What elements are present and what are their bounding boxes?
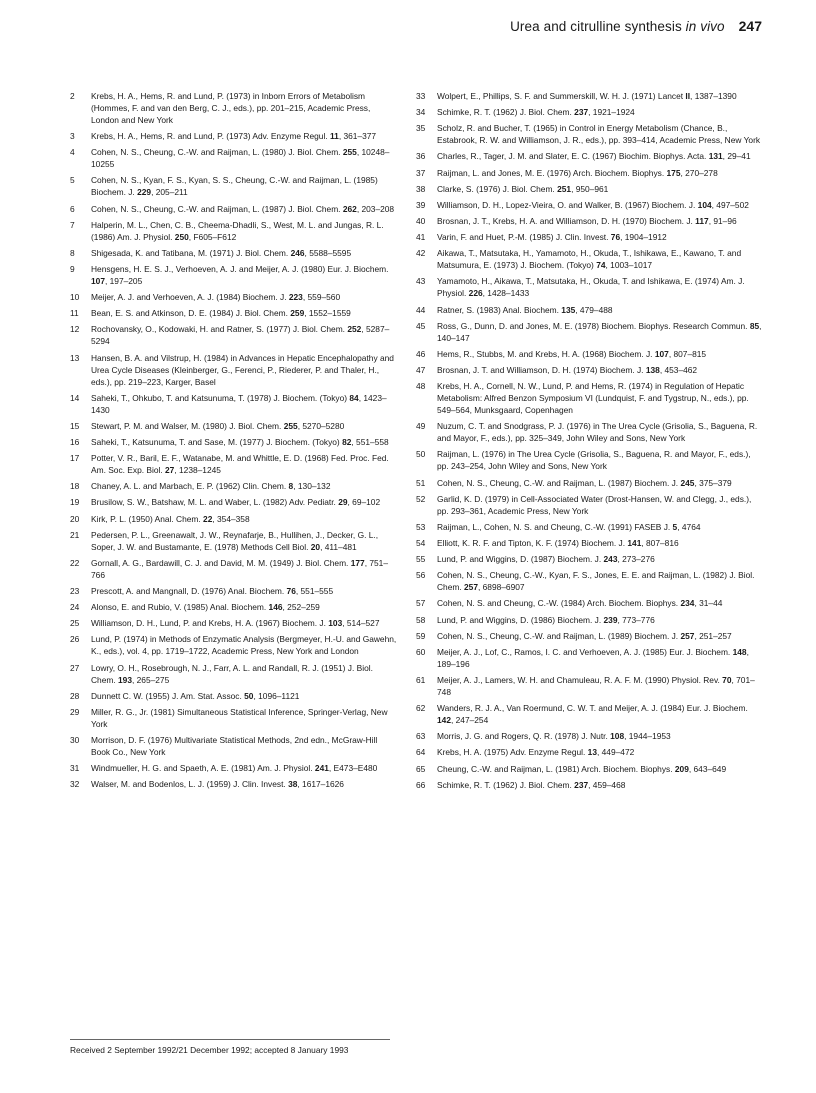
- reference-entry: [70, 778, 398, 790]
- reference-number: 31: [70, 763, 80, 774]
- reference-number: 16: [70, 436, 80, 447]
- reference-volume: 50: [244, 690, 254, 701]
- reference-number: 12: [70, 324, 80, 335]
- reference-text: Cohen, N. S., Cheung, C.-W. and Raijman, L. (1980) J. Biol. Chem. 255, 10248–10255: [91, 147, 390, 170]
- reference-volume: 175: [666, 167, 681, 178]
- reference-entry: [416, 275, 762, 299]
- reference-volume: II: [685, 91, 691, 101]
- reference-volume: 11: [329, 131, 339, 142]
- reference-entry: [70, 601, 398, 613]
- reference-entry: [416, 614, 762, 626]
- reference-text: Elliott, K. R. F. and Tipton, K. F. (1974) Biochem. J. 141, 807–816: [437, 537, 679, 548]
- reference-text: Williamson, D. H., Lund, P. and Krebs, H. A. (1967) Biochem. J. 103, 514–527: [91, 618, 380, 629]
- reference-text: Lowry, O. H., Rosebrough, N. J., Farr, A. L. and Randall, R. J. (1951) J. Biol. Chem. 193, 265–275: [91, 662, 373, 685]
- reference-number: 34: [416, 107, 426, 118]
- reference-text: Cohen, N. S., Cheung, C.-W. and Raijman, L. (1989) Biochem. J. 257, 251–257: [437, 630, 732, 641]
- reference-number: 15: [70, 420, 80, 431]
- reference-entry: [70, 247, 398, 259]
- reference-number: 47: [416, 364, 426, 375]
- reference-volume: 241: [314, 763, 329, 774]
- reference-text: Chaney, A. L. and Marbach, E. P. (1962) Clin. Chem. 8, 130–132: [91, 481, 331, 492]
- reference-text: Wanders, R. J. A., Van Roermund, C. W. T. and Meijer, A. J. (1984) Eur. J. Biochem. 142, 247–254: [437, 703, 748, 726]
- reference-number: 58: [416, 614, 426, 625]
- reference-text: Cohen, N. S., Cheung, C.-W., Kyan, F. S., Jones, E. E. and Raijman, L. (1982) J. Biol. Chem. 257, 6898–6907: [437, 570, 755, 593]
- reference-number: 36: [416, 151, 426, 162]
- reference-volume: 252: [347, 324, 362, 335]
- reference-number: 39: [416, 199, 426, 210]
- reference-entry: [416, 646, 762, 670]
- reference-text: Krebs, H. A., Hems, R. and Lund, P. (1973) Adv. Enzyme Regul. 11, 361–377: [91, 131, 377, 142]
- reference-volume: 237: [574, 107, 589, 118]
- reference-number: 44: [416, 304, 426, 315]
- reference-number: 42: [416, 248, 426, 259]
- reference-entry: [416, 199, 762, 211]
- reference-text: Cohen, N. S. and Cheung, C.-W. (1984) Arch. Biochem. Biophys. 234, 31–44: [437, 598, 723, 609]
- reference-text: Brusilow, S. W., Batshaw, M. L. and Waber, L. (1982) Adv. Pediatr. 29, 69–102: [91, 497, 381, 508]
- reference-entry: [70, 633, 398, 657]
- reference-entry: [416, 537, 762, 549]
- reference-volume: 38: [288, 779, 298, 790]
- reference-volume: 251: [557, 183, 572, 194]
- reference-volume: 70: [722, 674, 732, 685]
- reference-entry: [416, 106, 762, 118]
- reference-number: 7: [70, 219, 75, 230]
- reference-text: Meijer, A. J., Lof, C., Ramos, I. C. and Verhoeven, A. J. (1985) Eur. J. Biochem. 148, 189–196: [437, 646, 749, 669]
- reference-volume: 259: [290, 308, 305, 319]
- reference-entry: [70, 513, 398, 525]
- reference-text: Cheung, C.-W. and Raijman, L. (1981) Arch. Biochem. Biophys. 209, 643–649: [437, 763, 727, 774]
- page-number: 247: [738, 18, 762, 34]
- reference-text: Miller, R. G., Jr. (1981) Simultaneous Statistical Inference, Springer-Verlag, New York: [91, 706, 388, 729]
- reference-number: 30: [70, 734, 80, 745]
- reference-volume: 76: [286, 585, 296, 596]
- reference-volume: 229: [137, 187, 152, 198]
- reference-number: 18: [70, 481, 80, 492]
- reference-entry: [70, 436, 398, 448]
- reference-text: Ross, G., Dunn, D. and Jones, M. E. (1978) Biochem. Biophys. Research Commun. 85, 140–147: [437, 320, 762, 343]
- reference-entry: [416, 702, 762, 726]
- reference-entry: [416, 597, 762, 609]
- reference-volume: 142: [437, 715, 451, 726]
- reference-volume: 8: [288, 481, 294, 492]
- reference-text: Brosnan, J. T. and Williamson, D. H. (1974) Biochem. J. 138, 453–462: [437, 364, 698, 375]
- reference-number: 55: [416, 554, 426, 565]
- reference-number: 22: [70, 557, 80, 568]
- reference-entry: [70, 557, 398, 581]
- reference-entry: [416, 420, 762, 444]
- reference-number: 29: [70, 706, 80, 717]
- reference-number: 59: [416, 630, 426, 641]
- reference-volume: 257: [680, 630, 695, 641]
- reference-volume: 29: [338, 497, 348, 508]
- reference-entry: [416, 730, 762, 742]
- reference-entry: [70, 420, 398, 432]
- reference-number: 25: [70, 618, 80, 629]
- reference-text: Lund, P. and Wiggins, D. (1986) Biochem. J. 239, 773–776: [437, 614, 655, 625]
- reference-text: Morris, J. G. and Rogers, Q. R. (1978) J. Nutr. 108, 1944–1953: [437, 731, 671, 742]
- reference-number: 32: [70, 779, 80, 790]
- reference-number: 64: [416, 747, 426, 758]
- reference-text: Hensgens, H. E. S. J., Verhoeven, A. J. and Meijer, A. J. (1980) Eur. J. Biochem. 107, 197–205: [91, 263, 389, 286]
- reference-text: Varin, F. and Huet, P.-M. (1985) J. Clin. Invest. 76, 1904–1912: [437, 232, 667, 243]
- reference-number: 6: [70, 203, 75, 214]
- reference-volume: 193: [118, 674, 132, 685]
- reference-text: Krebs, H. A., Cornell, N. W., Lund, P. and Hems, R. (1974) in Regulation of Hepatic Metabolism: Alfred Benzon Symposium VI (Lundquist, F. and Tygstrup, N., eds.), pp. 549–564, Munksgaard, Copenhagen: [437, 381, 749, 416]
- reference-entry: [416, 90, 762, 102]
- reference-volume: 27: [165, 465, 175, 476]
- reference-volume: 226: [468, 288, 483, 299]
- reference-number: 65: [416, 763, 426, 774]
- reference-text: Windmueller, H. G. and Spaeth, A. E. (1981) Am. J. Physiol. 241, E473–E480: [91, 763, 378, 774]
- reference-number: 54: [416, 537, 426, 548]
- reference-entry: [416, 320, 762, 344]
- reference-number: 56: [416, 570, 426, 581]
- reference-entry: [416, 215, 762, 227]
- reference-number: 33: [416, 91, 426, 101]
- reference-number: 9: [70, 263, 75, 274]
- reference-volume: 135: [561, 304, 576, 315]
- reference-volume: 243: [603, 554, 618, 565]
- reference-text: Gornall, A. G., Bardawill, C. J. and David, M. M. (1949) J. Biol. Chem. 177, 751–766: [91, 557, 388, 580]
- reference-volume: 85: [749, 320, 760, 331]
- references-column-right: [416, 90, 762, 795]
- reference-text: Raijman, L. and Jones, M. E. (1976) Arch. Biochem. Biophys. 175, 270–278: [437, 167, 718, 178]
- reference-volume: 117: [695, 215, 709, 226]
- reference-entry: [416, 167, 762, 179]
- reference-number: 10: [70, 292, 80, 303]
- reference-number: 48: [416, 381, 426, 392]
- reference-text: Scholz, R. and Bucher, T. (1965) in Control in Energy Metabolism (Chance, B., Estabrook, R. W. and Williamson, J. R., eds.), pp. 393–414, Academic Press, New York: [437, 123, 761, 146]
- reference-volume: 146: [268, 602, 283, 613]
- reference-entry: [416, 364, 762, 376]
- reference-text: Bean, E. S. and Atkinson, D. E. (1984) J. Biol. Chem. 259, 1552–1559: [91, 308, 351, 319]
- reference-entry: [416, 493, 762, 517]
- reference-volume: 107: [654, 348, 669, 359]
- reference-number: 19: [70, 497, 80, 508]
- reference-text: Stewart, P. M. and Walser, M. (1980) J. Biol. Chem. 255, 5270–5280: [91, 420, 345, 431]
- reference-entry: [70, 529, 398, 553]
- reference-volume: 76: [610, 232, 621, 243]
- reference-text: Cohen, N. S., Kyan, F. S., Kyan, S. S., Cheung, C.-W. and Raijman, L. (1985) Biochem. J. 229, 205–211: [91, 175, 378, 198]
- reference-number: 62: [416, 703, 426, 714]
- reference-text: Morrison, D. F. (1976) Multivariate Statistical Methods, 2nd edn., McGraw-Hill Book Co., New York: [91, 734, 378, 757]
- reference-text: Krebs, H. A., Hems, R. and Lund, P. (1973) in Inborn Errors of Metabolism (Hommes, F. and van den Berg, C. J., eds.), pp. 201–215, Academic Press, London and New York: [91, 91, 371, 125]
- reference-text: Meijer, A. J. and Verhoeven, A. J. (1984) Biochem. J. 223, 559–560: [91, 292, 341, 303]
- reference-text: Lund, P. and Wiggins, D. (1987) Biochem. J. 243, 273–276: [437, 554, 655, 565]
- reference-entry: [70, 585, 398, 597]
- reference-text: Lund, P. (1974) in Methods of Enzymatic Analysis (Bergmeyer, H.-U. and Gawehn, K., eds.), vol. 4, pp. 1719–1722, Academic Press, New York and London: [91, 634, 397, 657]
- reference-number: 3: [70, 131, 75, 142]
- reference-number: 14: [70, 392, 80, 403]
- reference-volume: 148: [732, 646, 747, 657]
- reference-text: Dunnett C. W. (1955) J. Am. Stat. Assoc. 50, 1096–1121: [91, 690, 300, 701]
- reference-number: 8: [70, 247, 75, 258]
- reference-volume: 246: [290, 247, 305, 258]
- reference-number: 63: [416, 731, 426, 742]
- reference-number: 37: [416, 167, 426, 178]
- reference-entry: [70, 662, 398, 686]
- reference-volume: 237: [574, 779, 589, 790]
- reference-volume: 209: [674, 763, 689, 774]
- reference-number: 57: [416, 598, 426, 609]
- reference-number: 4: [70, 147, 75, 158]
- reference-number: 60: [416, 646, 426, 657]
- reference-volume: 104: [697, 199, 712, 210]
- reference-entry: [70, 496, 398, 508]
- reference-entry: [416, 746, 762, 758]
- reference-volume: 131: [708, 151, 723, 162]
- reference-number: 40: [416, 215, 426, 226]
- received-dates: Received 2 September 1992/21 December 1992; accepted 8 January 1993: [70, 1039, 390, 1055]
- reference-volume: 257: [464, 582, 478, 593]
- running-title: Urea and citrulline synthesis in vivo: [510, 19, 725, 34]
- reference-text: Walser, M. and Bodenlos, L. J. (1959) J. Clin. Invest. 38, 1617–1626: [91, 779, 344, 790]
- reference-entry: [70, 307, 398, 319]
- reference-text: Clarke, S. (1976) J. Biol. Chem. 251, 950–961: [437, 183, 609, 194]
- reference-number: 11: [70, 308, 79, 319]
- reference-text: Kirk, P. L. (1950) Anal. Chem. 22, 354–358: [91, 513, 250, 524]
- reference-volume: 5: [672, 521, 678, 532]
- reference-entry: [70, 323, 398, 347]
- reference-entry: [416, 779, 762, 791]
- reference-entry: [70, 762, 398, 774]
- reference-volume: 84: [349, 392, 359, 403]
- reference-text: Prescott, A. and Mangnall, D. (1976) Anal. Biochem. 76, 551–555: [91, 585, 334, 596]
- reference-text: Yamamoto, H., Aikawa, T., Matsutaka, H., Okuda, T. and Ishikawa, E. (1974) Am. J. Physiol. 226, 1428–1433: [437, 276, 745, 299]
- reference-entry: [416, 380, 762, 416]
- reference-text: Wolpert, E., Phillips, S. F. and Summerskill, W. H. J. (1971) Lancet II, 1387–1390: [437, 91, 737, 101]
- running-title-italic: in vivo: [685, 19, 725, 34]
- reference-text: Charles, R., Tager, J. M. and Slater, E. C. (1967) Biochim. Biophys. Acta. 131, 29–41: [437, 151, 751, 162]
- reference-volume: 103: [328, 618, 343, 629]
- reference-volume: 239: [603, 614, 618, 625]
- reference-text: Meijer, A. J., Lamers, W. H. and Chamuleau, R. A. F. M. (1990) Physiol. Rev. 70, 701–748: [437, 674, 755, 697]
- reference-number: 38: [416, 183, 426, 194]
- reference-entry: [70, 291, 398, 303]
- reference-volume: 262: [342, 203, 357, 214]
- references-column-left: [70, 90, 398, 794]
- reference-entry: [416, 231, 762, 243]
- reference-text: Aikawa, T., Matsutaka, H., Yamamoto, H., Okuda, T., Ishikawa, E., Kawano, T. and Matsumura, E. (1973) J. Biochem. (Tokyo) 74, 1003–1017: [437, 248, 742, 271]
- reference-entry: [70, 263, 398, 287]
- reference-number: 35: [416, 123, 426, 134]
- reference-text: Raijman, L., Cohen, N. S. and Cheung, C.-W. (1991) FASEB J. 5, 4764: [437, 521, 701, 532]
- reference-text: Ratner, S. (1983) Anal. Biochem. 135, 479–488: [437, 304, 613, 315]
- reference-number: 41: [416, 232, 426, 243]
- reference-entry: [70, 706, 398, 730]
- reference-entry: [70, 219, 398, 243]
- reference-number: 28: [70, 690, 80, 701]
- reference-volume: 22: [203, 513, 213, 524]
- reference-text: Cohen, N. S., Cheung, C.-W. and Raijman, L. (1987) Biochem. J. 245, 375–379: [437, 477, 732, 488]
- reference-number: 2: [70, 91, 75, 101]
- reference-text: Halperin, M. L., Chen, C. B., Cheema-Dhadli, S., West, M. L. and Jungas, R. L. (1986) Am. J. Physiol. 250, F605–F612: [91, 219, 384, 242]
- reference-entry: [70, 480, 398, 492]
- reference-volume: 141: [627, 537, 642, 548]
- reference-number: 51: [416, 477, 426, 488]
- reference-entry: [416, 553, 762, 565]
- reference-volume: 250: [174, 231, 189, 242]
- reference-volume: 234: [680, 598, 695, 609]
- reference-number: 52: [416, 493, 426, 504]
- reference-entry: [70, 690, 398, 702]
- reference-text: Alonso, E. and Rubio, V. (1985) Anal. Biochem. 146, 252–259: [91, 602, 320, 613]
- reference-number: 46: [416, 348, 426, 359]
- reference-number: 17: [70, 453, 80, 464]
- reference-text: Hansen, B. A. and Vilstrup, H. (1984) in Advances in Hepatic Encephalopathy and Urea Cycle Diseases (Kleinberger, G., Ferenci, P., Riederer, P. and Thaler, H., eds.), pp. 219–223, Karger, Basel: [91, 352, 394, 387]
- reference-number: 49: [416, 421, 426, 432]
- reference-text: Potter, V. R., Baril, E. F., Watanabe, M. and Whittle, E. D. (1968) Fed. Proc. Fed. Am. Soc. Exp. Biol. 27, 1238–1245: [91, 453, 389, 476]
- reference-entry: [70, 617, 398, 629]
- reference-entry: [70, 392, 398, 416]
- reference-number: 23: [70, 585, 80, 596]
- reference-volume: 20: [310, 541, 321, 552]
- reference-volume: 223: [288, 292, 303, 303]
- reference-entry: [416, 477, 762, 489]
- reference-number: 61: [416, 674, 426, 685]
- reference-text: Schimke, R. T. (1962) J. Biol. Chem. 237, 1921–1924: [437, 107, 635, 118]
- reference-entry: [416, 304, 762, 316]
- running-head: [510, 18, 762, 40]
- reference-volume: 255: [283, 420, 298, 431]
- reference-text: Schimke, R. T. (1962) J. Biol. Chem. 237, 459–468: [437, 779, 626, 790]
- reference-number: 13: [70, 352, 80, 363]
- reference-volume: 245: [680, 477, 695, 488]
- reference-volume: 255: [342, 147, 357, 158]
- reference-entry: [70, 146, 398, 170]
- reference-text: Nuzum, C. T. and Snodgrass, P. J. (1976) in The Urea Cycle (Grisolia, S., Baguena, R. and Mayor, F., eds.), pp. 325–349, John Wiley and Sons, New York: [437, 421, 758, 444]
- reference-entry: [416, 448, 762, 472]
- reference-number: 45: [416, 320, 426, 331]
- reference-entry: [416, 763, 762, 775]
- reference-volume: 138: [645, 364, 660, 375]
- reference-text: Rochovansky, O., Kodowaki, H. and Ratner, S. (1977) J. Biol. Chem. 252, 5287–5294: [91, 324, 390, 347]
- reference-volume: 107: [91, 275, 105, 286]
- reference-text: Garlid, K. D. (1979) in Cell-Associated Water (Drost-Hansen, W. and Clegg, J., eds.), pp. 293–361, Academic Press, New York: [437, 493, 752, 516]
- reference-text: Hems, R., Stubbs, M. and Krebs, H. A. (1968) Biochem. J. 107, 807–815: [437, 348, 707, 359]
- reference-number: 5: [70, 175, 75, 186]
- reference-entry: [416, 521, 762, 533]
- reference-entry: [70, 352, 398, 388]
- reference-entry: [416, 247, 762, 271]
- reference-entry: [70, 130, 398, 142]
- reference-entry: [416, 150, 762, 162]
- reference-entry: [416, 348, 762, 360]
- reference-number: 43: [416, 276, 426, 287]
- reference-entry: [70, 734, 398, 758]
- reference-volume: 13: [587, 747, 597, 758]
- reference-text: Saheki, T., Ohkubo, T. and Katsunuma, T. (1978) J. Biochem. (Tokyo) 84, 1423–1430: [91, 392, 387, 415]
- reference-number: 21: [70, 529, 80, 540]
- reference-text: Saheki, T., Katsunuma, T. and Sase, M. (1977) J. Biochem. (Tokyo) 82, 551–558: [91, 436, 389, 447]
- reference-entry: [70, 452, 398, 476]
- reference-text: Brosnan, J. T., Krebs, H. A. and Williamson, D. H. (1970) Biochem. J. 117, 91–96: [437, 215, 737, 226]
- reference-number: 24: [70, 602, 80, 613]
- reference-number: 66: [416, 779, 426, 790]
- reference-number: 53: [416, 521, 426, 532]
- reference-text: Williamson, D. H., Lopez-Vieira, O. and Walker, B. (1967) Biochem. J. 104, 497–502: [437, 199, 749, 210]
- reference-text: Krebs, H. A. (1975) Adv. Enzyme Regul. 13, 449–472: [437, 747, 635, 758]
- reference-number: 50: [416, 449, 426, 460]
- reference-volume: 177: [350, 557, 365, 568]
- reference-number: 26: [70, 634, 80, 645]
- reference-entry: [70, 174, 398, 198]
- reference-entry: [416, 183, 762, 195]
- reference-entry: [416, 122, 762, 146]
- reference-entry: [416, 569, 762, 593]
- reference-volume: 108: [610, 731, 625, 742]
- reference-text: Raijman, L. (1976) in The Urea Cycle (Grisolia, S., Baguena, R. and Mayor, F., eds.), pp. 243–254, John Wiley and Sons, New York: [437, 449, 751, 472]
- reference-text: Shigesada, K. and Tatibana, M. (1971) J. Biol. Chem. 246, 5588–5595: [91, 247, 352, 258]
- reference-volume: 82: [342, 436, 352, 447]
- reference-entry: [416, 630, 762, 642]
- reference-entry: [416, 674, 762, 698]
- reference-number: 27: [70, 662, 80, 673]
- reference-entry: [70, 90, 398, 126]
- reference-volume: 74: [596, 260, 606, 271]
- reference-text: Cohen, N. S., Cheung, C.-W. and Raijman, L. (1987) J. Biol. Chem. 262, 203–208: [91, 203, 395, 214]
- reference-number: 20: [70, 513, 80, 524]
- reference-entry: [70, 203, 398, 215]
- reference-text: Pedersen, P. L., Greenawalt, J. W., Reynafarje, B., Hullihen, J., Decker, G. L., Soper, J. W. and Bustamante, E. (1978) Methods Cell Biol. 20, 411–481: [91, 529, 379, 552]
